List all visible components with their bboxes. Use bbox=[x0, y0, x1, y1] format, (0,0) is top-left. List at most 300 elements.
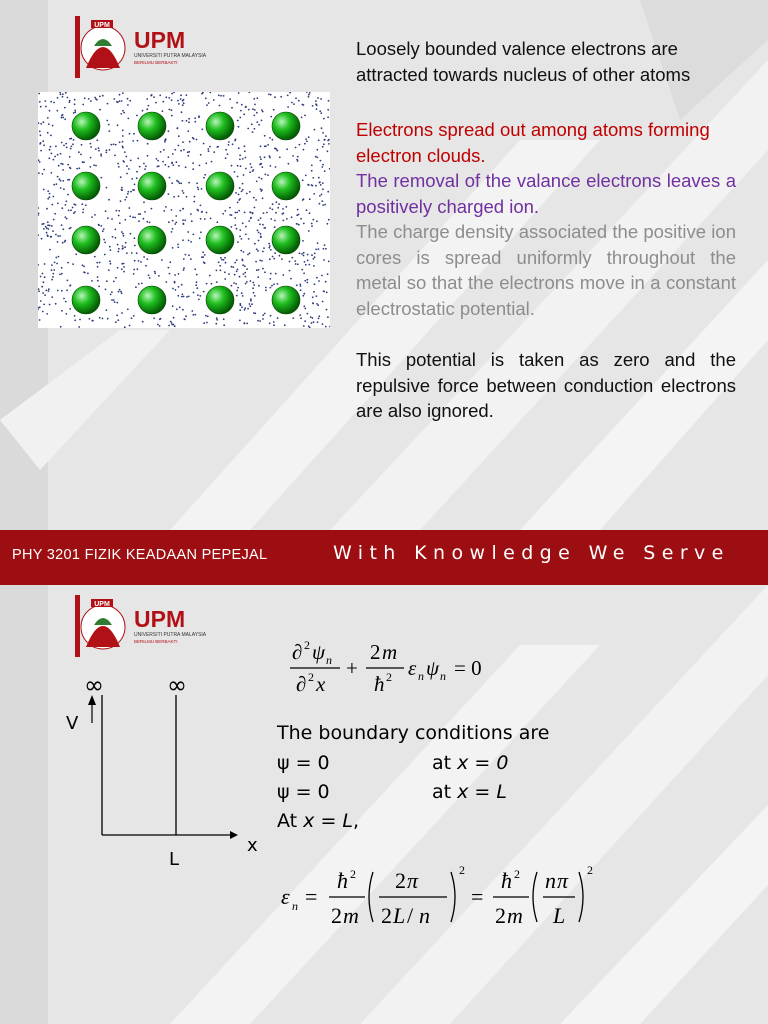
electron-dot bbox=[56, 263, 58, 265]
electron-dot bbox=[286, 148, 288, 150]
electron-dot bbox=[184, 319, 186, 321]
electron-dot bbox=[199, 295, 201, 297]
electron-dot bbox=[97, 280, 99, 282]
electron-dot bbox=[213, 99, 215, 101]
electron-dot bbox=[239, 309, 241, 311]
l-label: L bbox=[169, 849, 180, 870]
electron-dot bbox=[314, 283, 316, 285]
electron-dot bbox=[216, 319, 218, 321]
electron-dot bbox=[74, 99, 76, 101]
electron-dot bbox=[49, 110, 51, 112]
electron-dot bbox=[133, 133, 135, 135]
electron-dot bbox=[170, 321, 172, 323]
electron-dot bbox=[52, 125, 54, 127]
svg-text:L: L bbox=[553, 903, 566, 928]
electron-dot bbox=[98, 147, 100, 149]
electron-dot bbox=[321, 127, 323, 129]
electron-dot bbox=[55, 145, 57, 147]
electron-dot bbox=[61, 207, 63, 209]
electron-dot bbox=[267, 174, 269, 176]
electron-dot bbox=[328, 219, 330, 221]
electron-dot bbox=[232, 266, 234, 268]
electron-dot bbox=[327, 223, 329, 225]
svg-text:2: 2 bbox=[386, 670, 392, 684]
electron-dot bbox=[70, 148, 72, 150]
electron-dot bbox=[43, 228, 45, 230]
electron-dot bbox=[254, 104, 256, 106]
electron-dot bbox=[209, 275, 211, 277]
electron-dot bbox=[225, 262, 227, 264]
electron-dot bbox=[174, 223, 176, 225]
electron-dot bbox=[256, 269, 258, 271]
electron-dot bbox=[220, 269, 222, 271]
electron-dot bbox=[124, 246, 126, 248]
electron-dot bbox=[168, 221, 170, 223]
electron-dot bbox=[110, 144, 112, 146]
electron-dot bbox=[149, 222, 151, 224]
electron-dot bbox=[173, 317, 175, 319]
electron-dot bbox=[42, 173, 44, 175]
electron-dot bbox=[130, 191, 132, 193]
electron-dot bbox=[313, 321, 315, 323]
electron-dot bbox=[76, 168, 78, 170]
electron-dot bbox=[60, 93, 62, 95]
electron-dot bbox=[125, 242, 127, 244]
electron-dot bbox=[196, 281, 198, 283]
electron-dot bbox=[253, 284, 255, 286]
electron-dot bbox=[227, 153, 229, 155]
electron-dot bbox=[100, 153, 102, 155]
electron-dot bbox=[103, 228, 105, 230]
electron-dot bbox=[128, 168, 130, 170]
electron-dot bbox=[239, 154, 241, 156]
ion-core bbox=[272, 286, 300, 314]
electron-dot bbox=[51, 279, 53, 281]
electron-dot bbox=[105, 210, 107, 212]
electron-dot bbox=[171, 93, 173, 95]
electron-dot bbox=[65, 204, 67, 206]
electron-dot bbox=[245, 106, 247, 108]
electron-dot bbox=[314, 129, 316, 131]
electron-dot bbox=[118, 210, 120, 212]
electron-dot bbox=[237, 176, 239, 178]
logo-motto: BERILMU BERBAKTI bbox=[134, 639, 178, 644]
electron-dot bbox=[182, 294, 184, 296]
electron-dot bbox=[72, 143, 74, 145]
electron-dot bbox=[250, 280, 252, 282]
svg-text:n: n bbox=[440, 669, 446, 683]
electron-dot bbox=[264, 174, 266, 176]
electron-dot bbox=[256, 112, 258, 114]
electron-dot bbox=[171, 209, 173, 211]
electron-dot bbox=[270, 165, 272, 167]
electron-dot bbox=[181, 296, 183, 298]
electron-dot bbox=[303, 306, 305, 308]
electron-dot bbox=[117, 124, 119, 126]
electron-dot bbox=[200, 231, 202, 233]
electron-dot bbox=[119, 289, 121, 291]
electron-dot bbox=[292, 317, 294, 319]
at-x-expr: x = L bbox=[303, 810, 354, 832]
electron-dot bbox=[90, 146, 92, 148]
electron-dot bbox=[259, 223, 261, 225]
ion-core bbox=[272, 172, 300, 200]
electron-dot bbox=[156, 158, 158, 160]
electron-dot bbox=[262, 224, 264, 226]
electron-dot bbox=[70, 138, 72, 140]
electron-dot bbox=[273, 321, 275, 323]
electron-dot bbox=[89, 166, 91, 168]
electron-dot bbox=[268, 243, 270, 245]
electron-dot bbox=[85, 204, 87, 206]
electron-dot bbox=[94, 214, 96, 216]
electron-dot bbox=[192, 234, 194, 236]
electron-dot bbox=[62, 96, 64, 98]
electron-dot bbox=[117, 251, 119, 253]
electron-dot bbox=[301, 253, 303, 255]
electron-dot bbox=[55, 257, 57, 259]
electron-dot bbox=[121, 263, 123, 265]
electron-dot bbox=[188, 182, 190, 184]
electron-dot bbox=[73, 112, 75, 114]
electron-dot bbox=[311, 254, 313, 256]
course-title: PHY 3201 FIZIK KEADAAN PEPEJAL bbox=[12, 547, 268, 563]
banner-motto: With Knowledge We Serve bbox=[333, 542, 730, 564]
electron-dot bbox=[130, 233, 132, 235]
electron-dot bbox=[172, 305, 174, 307]
electron-dot bbox=[106, 149, 108, 151]
svg-text:2: 2 bbox=[587, 863, 593, 877]
electron-dot bbox=[143, 218, 145, 220]
electron-dot bbox=[95, 165, 97, 167]
electron-dot bbox=[119, 222, 121, 224]
electron-dot bbox=[295, 97, 297, 99]
electron-dot bbox=[43, 189, 45, 191]
electron-dot bbox=[96, 139, 98, 141]
ion-core bbox=[138, 226, 166, 254]
electron-dot bbox=[120, 291, 122, 293]
condition-2-lhs: ψ = 0 bbox=[277, 781, 330, 803]
electron-dot bbox=[63, 188, 65, 190]
electron-dot bbox=[224, 278, 226, 280]
electron-dot bbox=[82, 209, 84, 211]
electron-dot bbox=[154, 272, 156, 274]
electron-dot bbox=[186, 120, 188, 122]
electron-dot bbox=[62, 163, 64, 165]
electron-dot bbox=[310, 316, 312, 318]
electron-dot bbox=[97, 266, 99, 268]
logo-acronym: UPM bbox=[134, 27, 186, 53]
electron-dot bbox=[141, 283, 143, 285]
electron-dot bbox=[82, 264, 84, 266]
electron-dot bbox=[145, 166, 147, 168]
electron-dot bbox=[222, 213, 224, 215]
electron-dot bbox=[60, 153, 62, 155]
at-x-prefix: At bbox=[277, 810, 298, 832]
electron-dot bbox=[240, 304, 242, 306]
electron-dot bbox=[262, 318, 264, 320]
electron-dot bbox=[65, 143, 67, 145]
electron-dot bbox=[134, 245, 136, 247]
electron-dot bbox=[171, 99, 173, 101]
electron-dot bbox=[125, 156, 127, 158]
electron-dot bbox=[78, 167, 80, 169]
electron-dot bbox=[47, 198, 49, 200]
electron-dot bbox=[183, 296, 185, 298]
electron-dot bbox=[57, 110, 59, 112]
electron-dot bbox=[272, 139, 274, 141]
electron-dot bbox=[127, 191, 129, 193]
electron-dot bbox=[127, 98, 129, 100]
electron-dot bbox=[47, 190, 49, 192]
electron-dot bbox=[263, 227, 265, 229]
electron-dot bbox=[260, 158, 262, 160]
electron-dot bbox=[62, 114, 64, 116]
electron-dot bbox=[132, 216, 134, 218]
electron-dot bbox=[204, 174, 206, 176]
electron-dot bbox=[193, 201, 195, 203]
electron-dot bbox=[145, 265, 147, 267]
electron-dot bbox=[204, 254, 206, 256]
electron-dot bbox=[220, 257, 222, 259]
electron-dot bbox=[121, 189, 123, 191]
electron-dot bbox=[183, 258, 185, 260]
electron-dot bbox=[47, 132, 49, 134]
electron-dot bbox=[39, 131, 41, 133]
paragraph-electron-clouds: Electrons spread out among atoms forming electron clouds. bbox=[356, 119, 710, 166]
electron-dot bbox=[315, 156, 317, 158]
electron-dot bbox=[104, 254, 106, 256]
electron-dot bbox=[249, 305, 251, 307]
electron-dot bbox=[294, 260, 296, 262]
electron-dot bbox=[123, 271, 125, 273]
electron-dot bbox=[174, 325, 176, 327]
electron-dot bbox=[122, 129, 124, 131]
footer-banner bbox=[0, 530, 768, 585]
electron-dot bbox=[133, 189, 135, 191]
electron-dot bbox=[324, 139, 326, 141]
electron-dot bbox=[78, 326, 80, 328]
electron-dot bbox=[233, 282, 235, 284]
electron-dot bbox=[38, 172, 40, 174]
electron-dot bbox=[308, 96, 310, 98]
electron-dot bbox=[122, 160, 124, 162]
electron-dot bbox=[100, 155, 102, 157]
electron-dot bbox=[200, 205, 202, 207]
electron-dot bbox=[297, 160, 299, 162]
electron-dot bbox=[113, 299, 115, 301]
electron-dot bbox=[99, 262, 101, 264]
electron-dot bbox=[318, 248, 320, 250]
electron-dot bbox=[60, 187, 62, 189]
electron-dot bbox=[241, 104, 243, 106]
electron-dot bbox=[124, 199, 126, 201]
electron-dot bbox=[247, 308, 249, 310]
electron-dot bbox=[298, 100, 300, 102]
electron-dot bbox=[59, 235, 61, 237]
electron-dot bbox=[249, 171, 251, 173]
electron-dot bbox=[188, 151, 190, 153]
electron-dot bbox=[322, 132, 324, 134]
electron-dot bbox=[121, 292, 123, 294]
electron-dot bbox=[277, 207, 279, 209]
electron-dot bbox=[129, 325, 131, 327]
electron-dot bbox=[327, 150, 329, 152]
electron-dot bbox=[57, 154, 59, 156]
electron-dot bbox=[39, 101, 41, 103]
electron-dot bbox=[260, 236, 262, 238]
electron-dot bbox=[273, 324, 275, 326]
electron-dot bbox=[142, 110, 144, 112]
electron-dot bbox=[238, 147, 240, 149]
electron-dot bbox=[282, 274, 284, 276]
electron-dot bbox=[316, 157, 318, 159]
electron-dot bbox=[270, 287, 272, 289]
electron-dot bbox=[269, 207, 271, 209]
electron-dot bbox=[225, 149, 227, 151]
electron-dot bbox=[251, 166, 253, 168]
electron-dot bbox=[244, 212, 246, 214]
electron-dot bbox=[254, 295, 256, 297]
electron-dot bbox=[69, 285, 71, 287]
electron-dot bbox=[41, 286, 43, 288]
electron-dot bbox=[172, 153, 174, 155]
electron-dot bbox=[122, 245, 124, 247]
electron-dot bbox=[124, 151, 126, 153]
electron-dot bbox=[157, 160, 159, 162]
electron-dot bbox=[254, 207, 256, 209]
electron-dot bbox=[242, 295, 244, 297]
electron-dot bbox=[317, 97, 319, 99]
electron-dot bbox=[313, 291, 315, 293]
electron-dot bbox=[270, 116, 272, 118]
electron-dot bbox=[162, 161, 164, 163]
electron-dot bbox=[40, 142, 42, 144]
electron-dot bbox=[148, 105, 150, 107]
electron-dot bbox=[236, 212, 238, 214]
electron-dot bbox=[239, 229, 241, 231]
electron-dot bbox=[160, 151, 162, 153]
electron-dot bbox=[251, 303, 253, 305]
electron-dot bbox=[163, 149, 165, 151]
electron-dot bbox=[316, 277, 318, 279]
svg-text:m: m bbox=[382, 640, 398, 664]
electron-dot bbox=[81, 203, 83, 205]
electron-dot bbox=[178, 181, 180, 183]
electron-dot bbox=[116, 314, 118, 316]
electron-dot bbox=[197, 210, 199, 212]
electron-dot bbox=[236, 295, 238, 297]
electron-dot bbox=[228, 141, 230, 143]
electron-dot bbox=[57, 203, 59, 205]
electron-dot bbox=[49, 193, 51, 195]
electron-dot bbox=[326, 291, 328, 293]
electron-dot bbox=[297, 156, 299, 158]
electron-dot bbox=[325, 248, 327, 250]
electron-dot bbox=[180, 98, 182, 100]
electron-dot bbox=[139, 166, 141, 168]
electron-dot bbox=[319, 203, 321, 205]
electron-dot bbox=[281, 213, 283, 215]
electron-dot bbox=[178, 135, 180, 137]
electron-dot bbox=[60, 163, 62, 165]
electron-dot bbox=[181, 111, 183, 113]
electron-dot bbox=[228, 144, 230, 146]
electron-dot bbox=[274, 226, 276, 228]
electron-dot bbox=[253, 115, 255, 117]
electron-dot bbox=[281, 258, 283, 260]
svg-text:+: + bbox=[346, 656, 358, 680]
electron-dot bbox=[303, 293, 305, 295]
electron-dot bbox=[190, 241, 192, 243]
electron-dot bbox=[126, 173, 128, 175]
electron-dot bbox=[51, 204, 53, 206]
electron-dot bbox=[241, 292, 243, 294]
electron-dot bbox=[61, 267, 63, 269]
electron-dot bbox=[268, 247, 270, 249]
electron-dot bbox=[91, 216, 93, 218]
condition-1-at-expr: x = 0 bbox=[457, 752, 509, 774]
electron-dot bbox=[244, 150, 246, 152]
electron-dot bbox=[62, 169, 64, 171]
electron-dot bbox=[107, 217, 109, 219]
electron-dot bbox=[306, 279, 308, 281]
electron-dot bbox=[134, 260, 136, 262]
electron-dot bbox=[51, 172, 53, 174]
electron-dot bbox=[275, 273, 277, 275]
electron-dot bbox=[193, 292, 195, 294]
logo-badge-text: UPM bbox=[94, 22, 110, 29]
electron-dot bbox=[290, 278, 292, 280]
electron-dot bbox=[44, 263, 46, 265]
electron-dot bbox=[48, 157, 50, 159]
svg-text:n: n bbox=[419, 903, 430, 928]
svg-text:n: n bbox=[418, 669, 424, 683]
electron-dot bbox=[103, 239, 105, 241]
electron-dot bbox=[137, 140, 139, 142]
electron-dot bbox=[178, 103, 180, 105]
electron-dot bbox=[199, 237, 201, 239]
electron-dot bbox=[236, 228, 238, 230]
svg-text:2: 2 bbox=[370, 640, 381, 664]
electron-dot bbox=[307, 260, 309, 262]
electron-dot bbox=[285, 206, 287, 208]
upm-emblem-icon bbox=[72, 593, 212, 663]
electron-dot bbox=[82, 212, 84, 214]
electron-dot bbox=[253, 312, 255, 314]
electron-dot bbox=[119, 100, 121, 102]
electron-dot bbox=[244, 322, 246, 324]
electron-dot bbox=[148, 274, 150, 276]
electron-dot bbox=[146, 98, 148, 100]
electron-dot bbox=[203, 322, 205, 324]
electron-dot bbox=[194, 268, 196, 270]
electron-dot bbox=[117, 244, 119, 246]
electron-dot bbox=[240, 110, 242, 112]
electron-dot bbox=[95, 148, 97, 150]
electron-dot bbox=[74, 111, 76, 113]
electron-dot bbox=[245, 283, 247, 285]
electron-dot bbox=[261, 178, 263, 180]
electron-dot bbox=[171, 322, 173, 324]
electron-dot bbox=[187, 231, 189, 233]
electron-dot bbox=[304, 115, 306, 117]
electron-dot bbox=[253, 197, 255, 199]
electron-dot bbox=[328, 139, 330, 141]
electron-dot bbox=[320, 160, 322, 162]
electron-dot bbox=[53, 159, 55, 161]
electron-dot bbox=[229, 207, 231, 209]
